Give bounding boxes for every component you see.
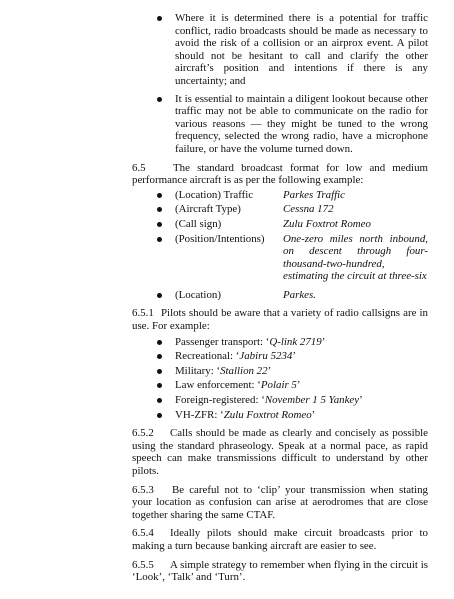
callsign-value: Jabiru 5234 — [239, 350, 293, 363]
section-6-5 — [132, 162, 428, 187]
bullet-text: Where it is determined there is a potential for traffic conflict, radio broadcasts should be made as necessary to avoid the risk of a collision or an airprox event. A pilot should not be hesitant to call and clarify the other aircraft’s position and intentions if there is any uncertainty; and — [175, 12, 428, 87]
format-label: (Aircraft Type) — [175, 203, 241, 216]
format-label: (Position/Intentions) — [175, 232, 265, 245]
callsign-category: Law enforcement: ‘ — [175, 379, 261, 392]
bullet-icon — [157, 16, 162, 21]
bullet-icon — [157, 193, 162, 198]
bullet-icon — [157, 293, 162, 298]
format-row-location-traffic — [132, 189, 428, 202]
bullet-traffic-conflict — [132, 12, 428, 88]
callsign-quote-close: ’ — [359, 394, 363, 407]
section-text: A simple strategy to remember when flying in the circuit is ‘Look’, ‘Talk’ and ‘Turn’. — [132, 558, 428, 584]
callsign-example — [132, 409, 428, 422]
bullet-icon — [157, 207, 162, 212]
broadcast-format-list — [132, 189, 428, 302]
format-row-aircraft-type — [132, 203, 428, 216]
callsign-example — [132, 365, 428, 378]
section-number: 6.5.1 — [132, 307, 154, 320]
bullet-icon — [157, 383, 162, 388]
bullet-icon — [157, 222, 162, 227]
callsign-category: Passenger transport: ‘ — [175, 335, 270, 348]
format-example: One-zero miles north inbound, on descent through four-thousand-two-hundred, estimating the circuit at three-six — [283, 232, 428, 283]
document-page — [132, 12, 428, 584]
callsign-examples-list — [132, 336, 428, 422]
callsign-category: Foreign-registered: ‘ — [175, 394, 265, 407]
bullet-icon — [157, 97, 162, 102]
format-label: (Location) Traffic — [175, 188, 254, 201]
section-text: Be careful not to ‘clip’ your transmission when stating your location as confusion can arise at aerodromes that are close together sharing the same CTAF. — [132, 483, 428, 521]
callsign-value: Stallion 22 — [220, 364, 268, 377]
callsign-example — [132, 379, 428, 392]
bullet-icon — [157, 369, 162, 374]
format-row-call-sign — [132, 218, 428, 231]
section-text: Pilots should be aware that a variety of radio callsigns are in use. For example: — [132, 307, 428, 333]
callsign-quote-close: ’ — [292, 350, 296, 363]
section-number: 6.5.3 — [132, 483, 154, 496]
section-6-5-3 — [132, 484, 428, 522]
format-row-position-intentions — [132, 233, 428, 283]
callsign-example — [132, 350, 428, 363]
format-row-location — [132, 289, 428, 302]
callsign-value: November 1 5 Yankey — [264, 394, 360, 407]
callsign-category: Military: ‘ — [175, 364, 221, 377]
callsign-value: Zulu Foxtrot Romeo — [223, 408, 312, 421]
format-example: Parkes Traffic — [283, 188, 346, 201]
format-example: Zulu Foxtrot Romeo — [283, 217, 371, 230]
callsign-quote-close: ’ — [296, 379, 301, 392]
format-label: (Call sign) — [175, 217, 222, 230]
callsign-value: Polair 5 — [260, 379, 297, 392]
callsign-quote-close: ’ — [321, 335, 326, 348]
section-6-5-5 — [132, 559, 428, 584]
section-6-5-2 — [132, 427, 428, 477]
section-6-5-4 — [132, 527, 428, 552]
section-text: Calls should be made as clearly and concisely as possible using the standard phraseology. Speak at a normal pace, as rapid speech can make transmissions difficult to understand by other pilots. — [132, 427, 428, 477]
callsign-example — [132, 394, 428, 407]
section-6-5-1 — [132, 307, 428, 332]
section-number: 6.5.2 — [132, 427, 154, 440]
callsign-category: Recreational: ‘ — [175, 350, 240, 363]
format-label: (Location) — [175, 288, 221, 301]
callsign-value: Q-link 2719 — [269, 335, 322, 348]
section-text: The standard broadcast format for low and medium performance aircraft is as per the following example: — [132, 161, 428, 187]
bullet-icon — [157, 340, 162, 345]
section-number: 6.5 — [132, 161, 146, 174]
section-number: 6.5.5 — [132, 558, 154, 571]
format-example: Parkes. — [283, 288, 316, 301]
section-number: 6.5.4 — [132, 527, 154, 540]
bullet-text: It is essential to maintain a diligent lookout because other traffic may not be able to communicate on the radio for various reasons — they might be tuned to the wrong frequency, selected the wrong radio, have a microphone failure, or have the volume turned down. — [175, 92, 428, 155]
callsign-quote-close: ’ — [311, 408, 316, 421]
format-example: Cessna 172 — [283, 203, 334, 216]
bullet-icon — [157, 413, 162, 418]
bullet-icon — [157, 398, 162, 403]
callsign-quote-close: ’ — [267, 364, 272, 377]
callsign-category: VH-ZFR: ‘ — [175, 408, 224, 421]
callsign-example — [132, 336, 428, 349]
section-text: Ideally pilots should make circuit broadcasts prior to making a turn because banking aircraft are easier to see. — [132, 527, 428, 552]
bullet-icon — [157, 354, 162, 359]
bullet-icon — [157, 237, 162, 242]
bullet-lookout — [132, 93, 428, 156]
